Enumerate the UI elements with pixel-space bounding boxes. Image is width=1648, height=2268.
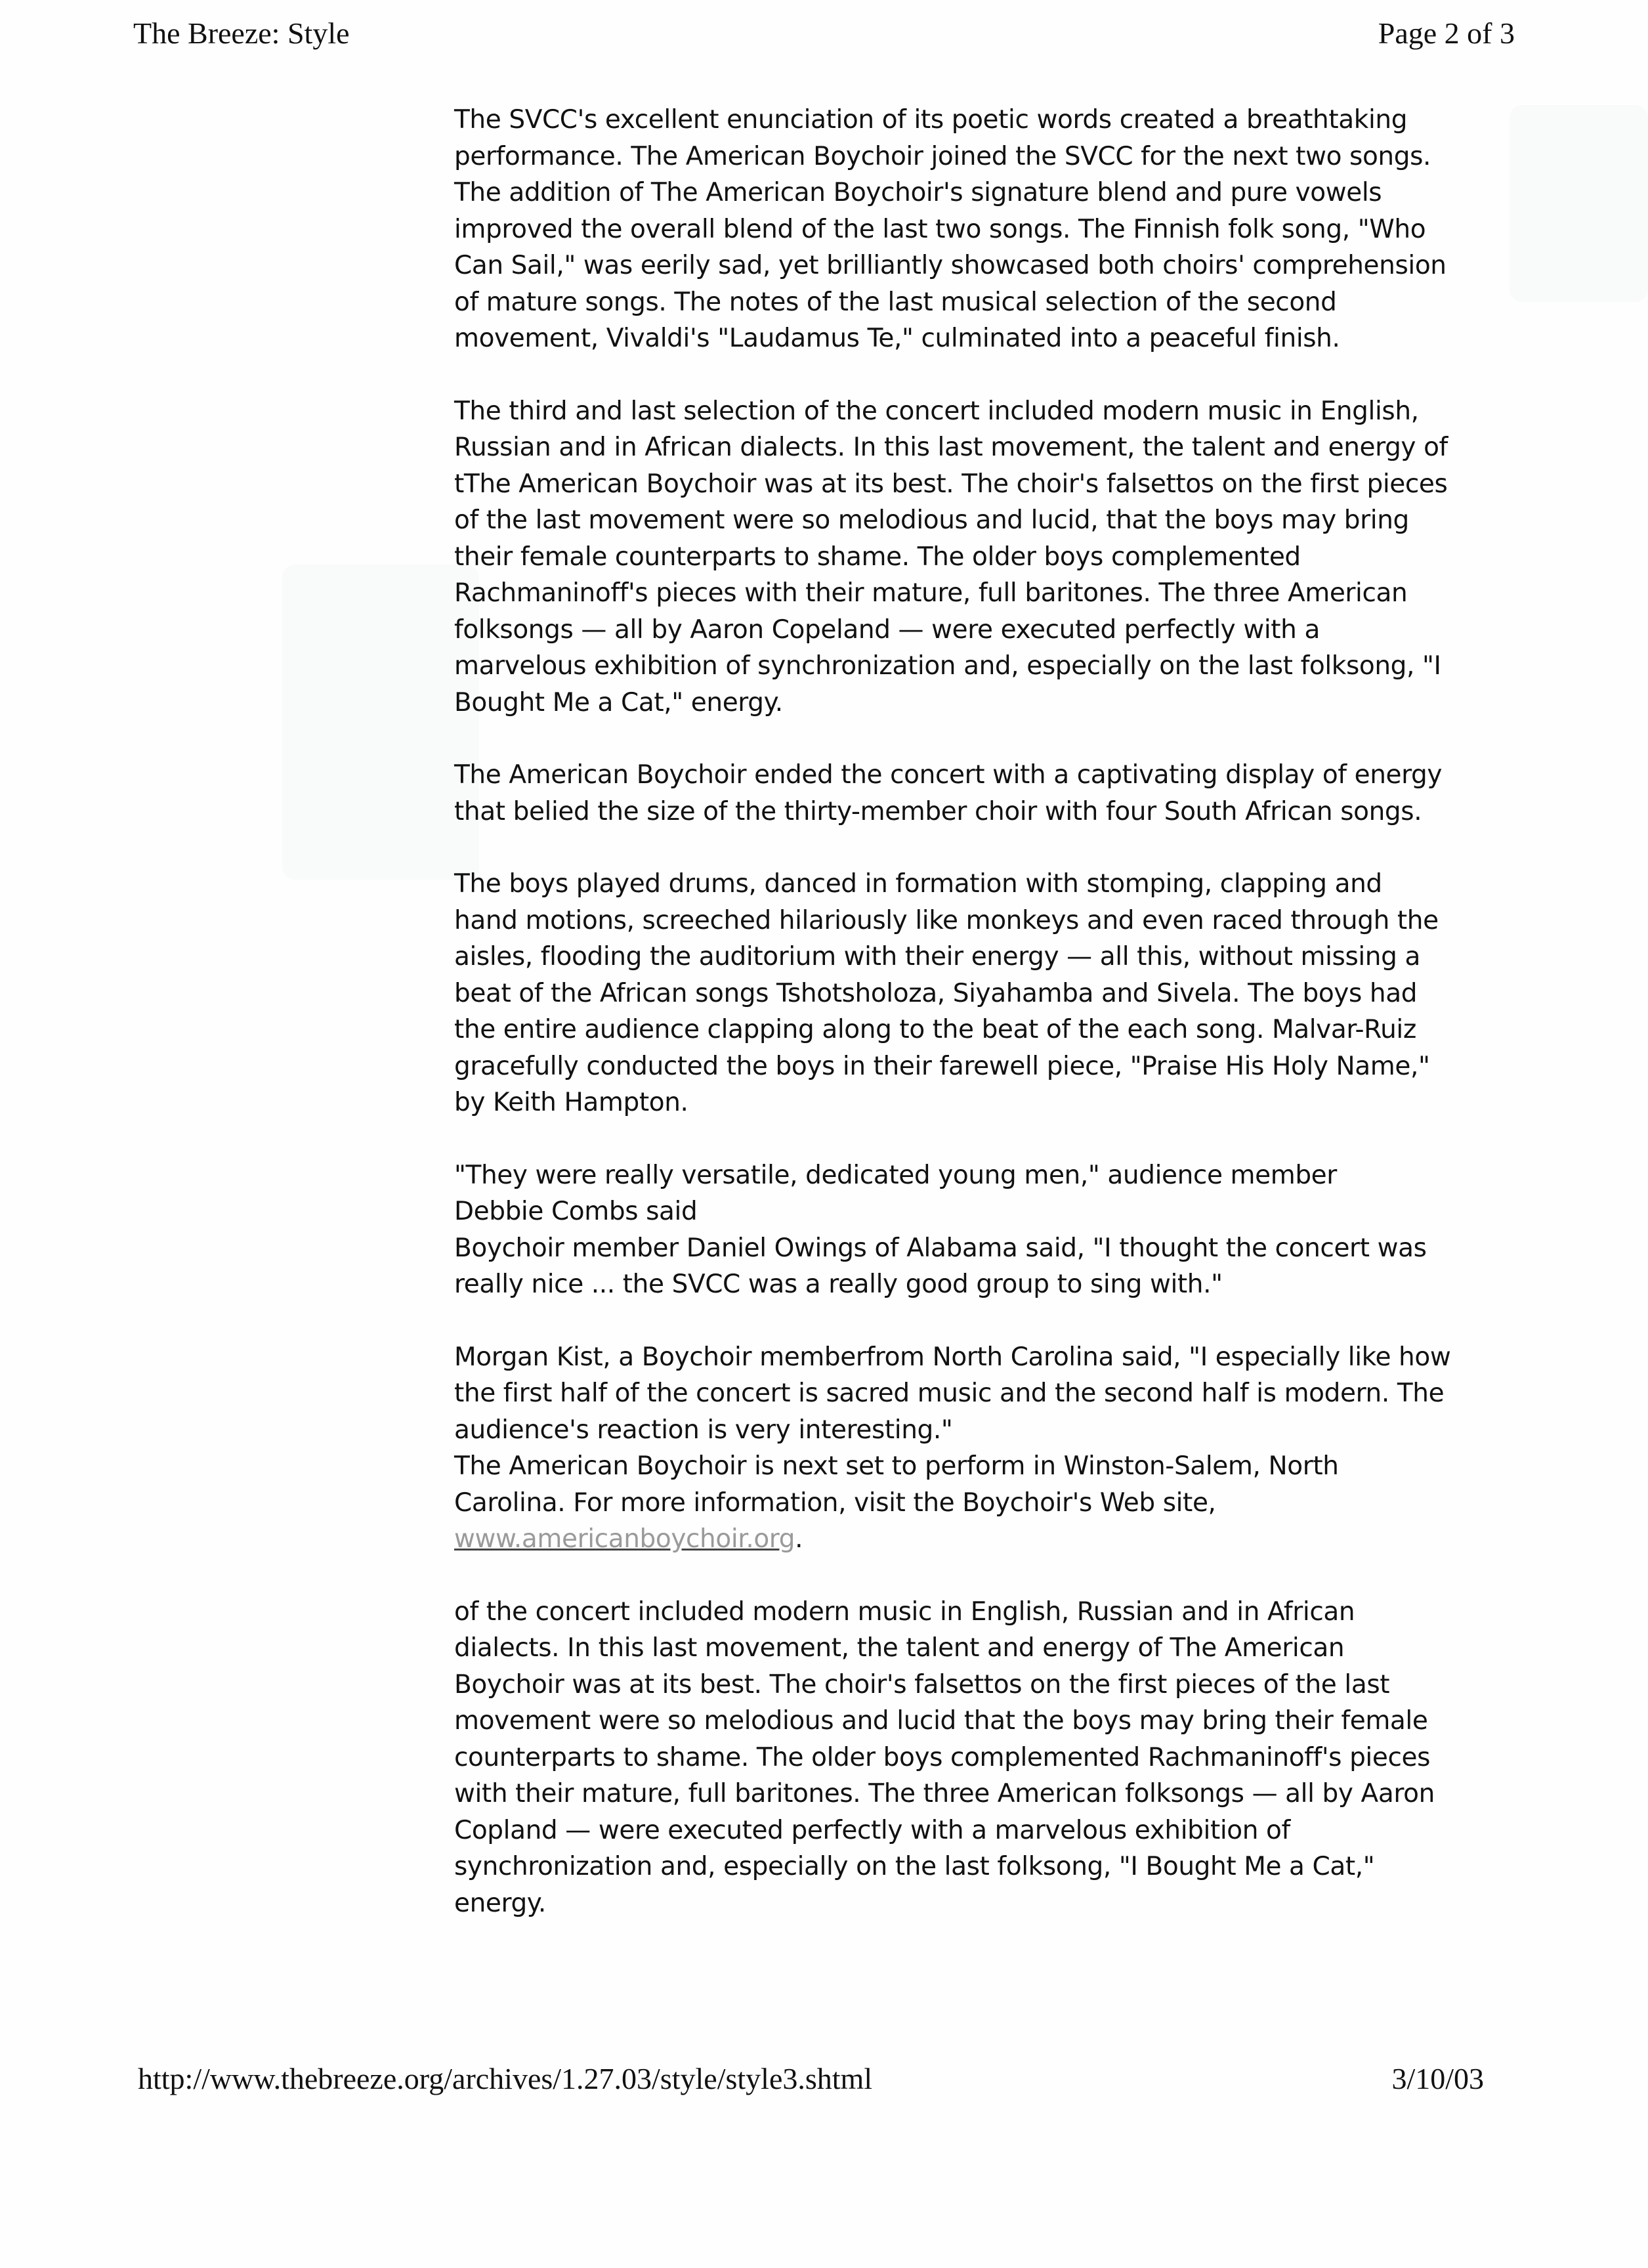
scan-bleedthrough — [282, 565, 479, 880]
quote-morgan-kist: Morgan Kist, a Boychoir memberfrom North Carolina said, "I especially like how the first half of the concert is sacred music and the second half is modern. The audience's reaction is very interesting." — [454, 1342, 1451, 1445]
scan-bleedthrough — [1510, 105, 1648, 302]
quote-audience-attribution: Debbie Combs said — [454, 1197, 698, 1226]
closing-block — [454, 1339, 1452, 1558]
closing-text-wrap — [454, 1448, 1452, 1558]
repeated-paragraph: of the concert included modern music in English, Russian and in African dialects. In this last movement, the talent and energy of The American Boychoir was at its best. The choir's falsettos on the first pieces of the last movement were so melodious and lucid that the boys may bring their female counterparts to shame. The older boys complemented Rachmaninoff's pieces with their mature, full baritones. The three American folksongs — all by Aaron Copland — were executed perfectly with a marvelous exhibition of synchronization and, especially on the last folksong, "I Bought Me a Cat," energy. — [454, 1596, 1435, 1918]
article-paragraph: The American Boychoir ended the concert with a captivating display of energy that belied the size of the thirty-member choir with four South African songs. — [454, 760, 1443, 826]
closing-punctuation: . — [795, 1524, 803, 1554]
footer-url: http://www.thebreeze.org/archives/1.27.03/style/style3.shtml — [138, 2062, 873, 2095]
header-title: The Breeze: Style — [133, 16, 350, 50]
article-body — [454, 102, 1452, 1921]
quotes-block — [454, 1157, 1452, 1303]
page-indicator: Page 2 of 3 — [1378, 16, 1515, 50]
quote-audience: "They were really versatile, dedicated young men," audience member — [454, 1160, 1337, 1190]
article-paragraph: The boys played drums, danced in formation with stomping, clapping and hand motions, screeched hilariously like monkeys and even raced through the aisles, flooding the auditorium with their energy — all this, without missing a beat of the African songs Tshotsholoza, Siyahamba and Sivela. The boys had the entire audience clapping along to the beat of the each song. Malvar-Ruiz gracefully conducted the boys in their farewell piece, "Praise His Holy Name," by Keith Hampton. — [454, 869, 1439, 1117]
closing-text: The American Boychoir is next set to perform in Winston-Salem, North Carolina. For more information, visit the Boychoir's Web site, — [454, 1451, 1339, 1518]
footer-date: 3/10/03 — [1391, 2062, 1484, 2095]
quote-daniel-owings: Boychoir member Daniel Owings of Alabama said, "I thought the concert was really nice ... the SVCC was a really good group to sing with." — [454, 1233, 1427, 1299]
website-link[interactable]: www.americanboychoir.org — [454, 1524, 795, 1554]
article-paragraph: The third and last selection of the concert included modern music in English, Russian and in African dialects. In this last movement, the talent and energy of tThe American Boychoir was at its best. The choir's falsettos on the first pieces of the last movement were so melodious and lucid, that the boys may bring their female counterparts to shame. The older boys complemented Rachmaninoff's pieces with their mature, full baritones. The three American folksongs — all by Aaron Copeland — were executed perfectly with a marvelous exhibition of synchronization and, especially on the last folksong, "I Bought Me a Cat," energy. — [454, 396, 1448, 717]
article-paragraph: The SVCC's excellent enunciation of its poetic words created a breathtaking performance. The American Boychoir joined the SVCC for the next two songs. The addition of The American Boychoir's signature blend and pure vowels improved the overall blend of the last two songs. The Finnish folk song, "Who Can Sail," was eerily sad, yet brilliantly showcased both choirs' comprehension of mature songs. The notes of the last musical selection of the second movement, Vivaldi's "Laudamus Te," culminated into a peaceful finish. — [454, 105, 1447, 353]
